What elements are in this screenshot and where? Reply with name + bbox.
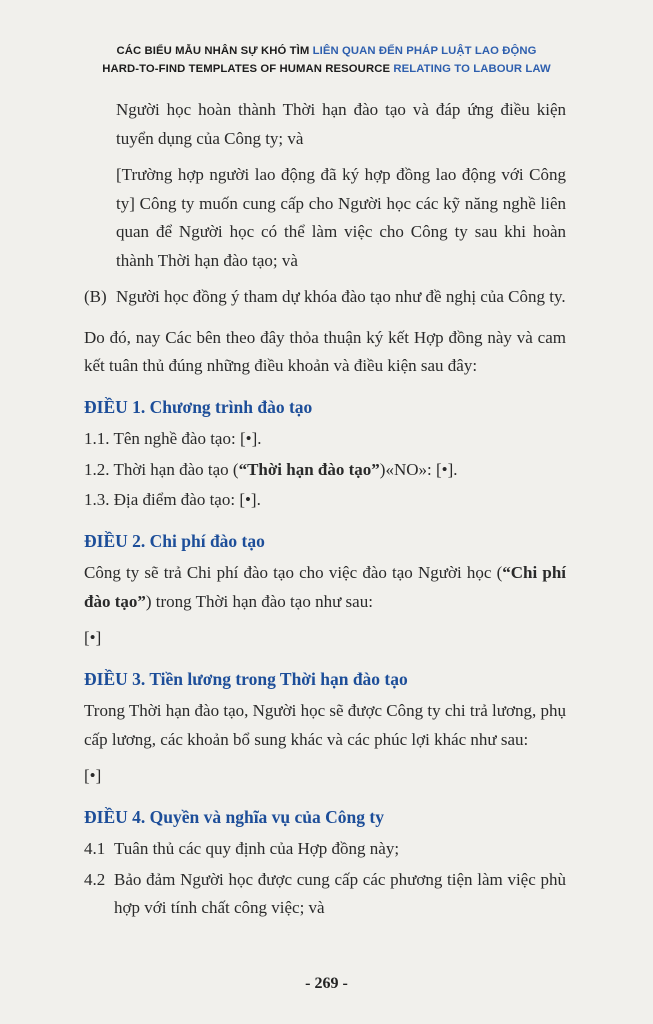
header-line-vietnamese (0, 42, 653, 60)
article-2-term: “Chi phí đào tạo” (84, 563, 566, 611)
article-1-item-2-post: )«NO»: [•]. (379, 459, 458, 479)
article-2-text-post: ) trong Thời hạn đào tạo như sau: (145, 591, 373, 611)
header-vn-highlight: LIÊN QUAN ĐẾN PHÁP LUẬT LAO ĐỘNG (312, 45, 537, 57)
article-1-item-3: 1.3. Địa điểm đào tạo: [•]. (84, 490, 261, 509)
article-3-placeholder: [•] (84, 766, 102, 785)
intro-paragraph-2: [Trường hợp người lao động đã ký hợp đồng lao động với Công ty] Công ty muốn cung cấp cho Người học các kỹ năng nghề liên quan để Người học có thể làm việc cho Công ty sau khi hoàn thành Thời hạn đào tạo; và (116, 165, 566, 270)
article-2-placeholder: [•] (84, 628, 102, 647)
article-4-item-1-label: 4.1 (84, 839, 106, 858)
article-4-item-2-text: Bảo đảm Người học được cung cấp các phương tiện làm việc phù hợp với tính chất công việc; và (114, 869, 566, 917)
header-en-highlight: RELATING TO LABOUR LAW (393, 63, 551, 75)
article-3-text: Trong Thời hạn đào tạo, Người học sẽ được Công ty chi trả lương, phụ cấp lương, các khoản bổ sung khác và các phúc lợi khác như sau: (84, 701, 566, 749)
running-header (0, 42, 653, 78)
page-number: - 269 - (305, 975, 348, 992)
article-1-item-2-pre: 1.2. Thời hạn đào tạo ( (84, 459, 239, 479)
intro-paragraph-1: Người học hoàn thành Thời hạn đào tạo và đáp ứng điều kiện tuyển dụng của Công ty; và (116, 100, 566, 148)
page-body (84, 96, 566, 923)
header-en-plain: HARD-TO-FIND TEMPLATES OF HUMAN RESOURCE (102, 63, 391, 75)
article-1-heading: ĐIỀU 1. Chương trình đào tạo (84, 396, 313, 417)
article-2-heading: ĐIỀU 2. Chi phí đào tạo (84, 530, 265, 551)
article-3-heading: ĐIỀU 3. Tiền lương trong Thời hạn đào tạo (84, 668, 408, 689)
article-2-text (84, 559, 566, 616)
article-2-text-pre: Công ty sẽ trả Chi phí đào tạo cho việc đào tạo Người học ( (84, 563, 503, 582)
article-4-item-1-text: Tuân thủ các quy định của Hợp đồng này; (114, 839, 400, 858)
article-1-item-2-term: “Thời hạn đào tạo” (238, 459, 380, 479)
recital-b-label: (B) (84, 287, 107, 306)
article-4-item-2 (84, 866, 566, 923)
header-vn-plain: CÁC BIỂU MẪU NHÂN SỰ KHÓ TÌM (116, 45, 310, 57)
article-1-item-1: 1.1. Tên nghề đào tạo: [•]. (84, 429, 262, 448)
article-4-heading: ĐIỀU 4. Quyền và nghĩa vụ của Công ty (84, 806, 384, 827)
recital-b (84, 283, 566, 312)
article-4-item-1 (84, 835, 566, 864)
article-1-item-2 (84, 456, 566, 485)
conclusion-paragraph: Do đó, nay Các bên theo đây thỏa thuận ký kết Hợp đồng này và cam kết tuân thủ đúng những điều khoản và điều kiện sau đây: (84, 327, 566, 375)
recital-b-text: Người học đồng ý tham dự khóa đào tạo như đề nghị của Công ty. (116, 287, 566, 306)
header-line-english (0, 60, 653, 78)
article-4-item-2-label: 4.2 (84, 869, 106, 889)
